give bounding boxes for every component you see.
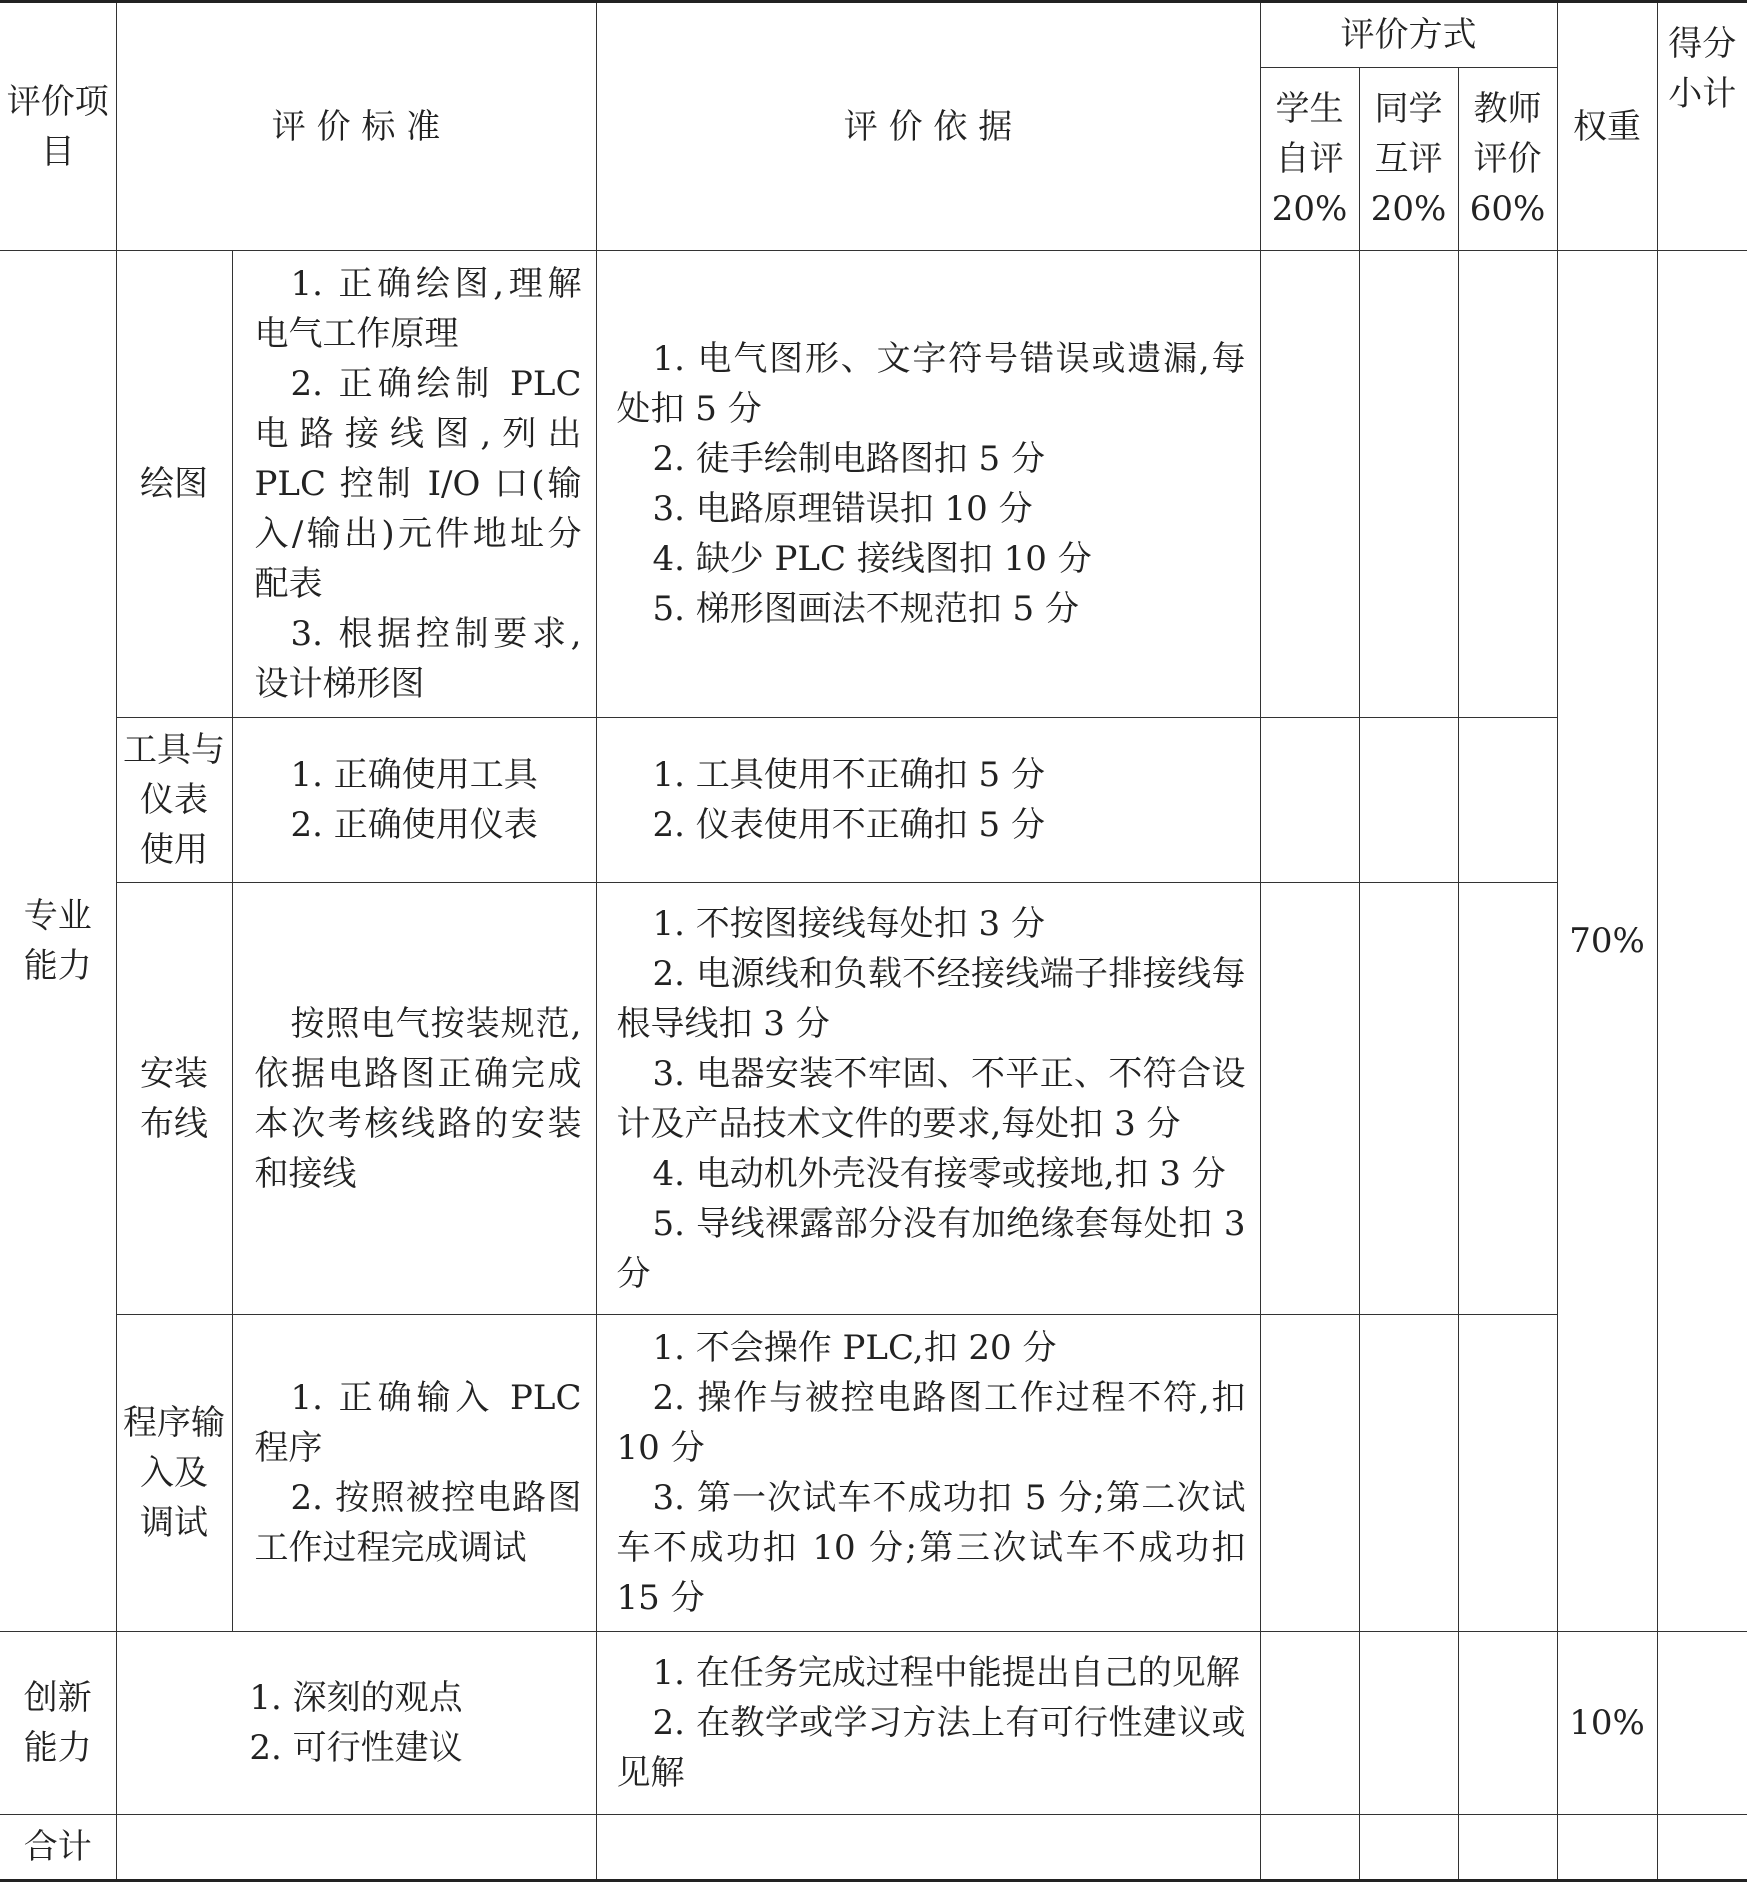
self-eval-cell[interactable] — [1260, 883, 1359, 1315]
standard-drawing: 1. 正确绘图,理解电气工作原理 2. 正确绘制 PLC 电路接线图,列出 PLC 控制 I/O 口(输入/输出)元件地址分配表 3. 根据控制要求,设计梯形图 — [232, 251, 596, 718]
row-tools — [0, 718, 1747, 883]
total-label: 合计 — [0, 1815, 116, 1881]
self-eval-cell[interactable] — [1260, 1315, 1359, 1632]
teacher-eval-cell[interactable] — [1458, 1315, 1557, 1632]
score-subtotal-innovation[interactable] — [1657, 1632, 1747, 1815]
teacher-eval-cell[interactable] — [1458, 883, 1557, 1315]
teacher-eval-cell[interactable] — [1458, 251, 1557, 718]
item-installation: 安装 布线 — [116, 883, 232, 1315]
basis-drawing: 1. 电气图形、文字符号错误或遗漏,每处扣 5 分 2. 徒手绘制电路图扣 5 分 3. 电路原理错误扣 10 分 4. 缺少 PLC 接线图扣 10 分 5. 梯形图画法不规范扣 5 分 — [596, 251, 1260, 718]
self-eval-cell[interactable] — [1260, 1632, 1359, 1815]
self-eval-cell[interactable] — [1260, 251, 1359, 718]
teacher-eval-cell[interactable] — [1458, 718, 1557, 883]
total-basis-cell[interactable] — [596, 1815, 1260, 1881]
total-weight-cell[interactable] — [1557, 1815, 1657, 1881]
basis-installation: 1. 不按图接线每处扣 3 分 2. 电源线和负载不经接线端子排接线每根导线扣 3 分 3. 电器安装不牢固、不平正、不符合设计及产品技术文件的要求,每处扣 3 分 4. 电动机外壳没有接零或接地,扣 3 分 5. 导线裸露部分没有加绝缘套每处扣 3 分 — [596, 883, 1260, 1315]
header-method: 评价方式 — [1260, 2, 1557, 68]
row-innovation — [0, 1632, 1747, 1815]
standard-programming: 1. 正确输入 PLC 程序 2. 按照被控电路图工作过程完成调试 — [232, 1315, 596, 1632]
header-row-1 — [0, 2, 1747, 68]
peer-eval-cell[interactable] — [1359, 1315, 1458, 1632]
basis-tools: 1. 工具使用不正确扣 5 分 2. 仪表使用不正确扣 5 分 — [596, 718, 1260, 883]
peer-eval-cell[interactable] — [1359, 718, 1458, 883]
total-standard-cell[interactable] — [116, 1815, 596, 1881]
standard-installation: 按照电气按装规范,依据电路图正确完成本次考核线路的安装和接线 — [232, 883, 596, 1315]
header-teacher-eval: 教师 评价 60% — [1458, 68, 1557, 251]
row-programming — [0, 1315, 1747, 1632]
row-drawing — [0, 251, 1747, 718]
self-eval-cell[interactable] — [1260, 718, 1359, 883]
weight-innovation: 10% — [1557, 1632, 1657, 1815]
header-peer-eval: 同学 互评 20% — [1359, 68, 1458, 251]
total-teacher-eval-cell[interactable] — [1458, 1815, 1557, 1881]
peer-eval-cell[interactable] — [1359, 883, 1458, 1315]
basis-innovation: 1. 在任务完成过程中能提出自己的见解 2. 在教学或学习方法上有可行性建议或见解 — [596, 1632, 1260, 1815]
peer-eval-cell[interactable] — [1359, 251, 1458, 718]
row-total — [0, 1815, 1747, 1881]
item-tools: 工具与 仪表 使用 — [116, 718, 232, 883]
header-self-eval: 学生 自评 20% — [1260, 68, 1359, 251]
header-basis: 评 价 依 据 — [596, 2, 1260, 251]
group-professional-ability: 专业 能力 — [0, 251, 116, 1632]
group-innovation-ability: 创新 能力 — [0, 1632, 116, 1815]
teacher-eval-cell[interactable] — [1458, 1632, 1557, 1815]
item-programming: 程序输 入及 调试 — [116, 1315, 232, 1632]
weight-professional: 70% — [1557, 251, 1657, 1632]
standard-tools: 1. 正确使用工具 2. 正确使用仪表 — [232, 718, 596, 883]
header-project: 评价项目 — [0, 2, 116, 251]
score-subtotal-professional[interactable] — [1657, 251, 1747, 1632]
item-drawing: 绘图 — [116, 251, 232, 718]
header-score: 得分 小计 — [1657, 2, 1747, 251]
total-self-eval-cell[interactable] — [1260, 1815, 1359, 1881]
standard-innovation: 1. 深刻的观点 2. 可行性建议 — [116, 1632, 596, 1815]
header-standard: 评 价 标 准 — [116, 2, 596, 251]
total-peer-eval-cell[interactable] — [1359, 1815, 1458, 1881]
total-score-cell[interactable] — [1657, 1815, 1747, 1881]
header-weight: 权重 — [1557, 2, 1657, 251]
row-installation — [0, 883, 1747, 1315]
basis-programming: 1. 不会操作 PLC,扣 20 分 2. 操作与被控电路图工作过程不符,扣 10 分 3. 第一次试车不成功扣 5 分;第二次试车不成功扣 10 分;第三次试车不成功扣 15 分 — [596, 1315, 1260, 1632]
peer-eval-cell[interactable] — [1359, 1632, 1458, 1815]
